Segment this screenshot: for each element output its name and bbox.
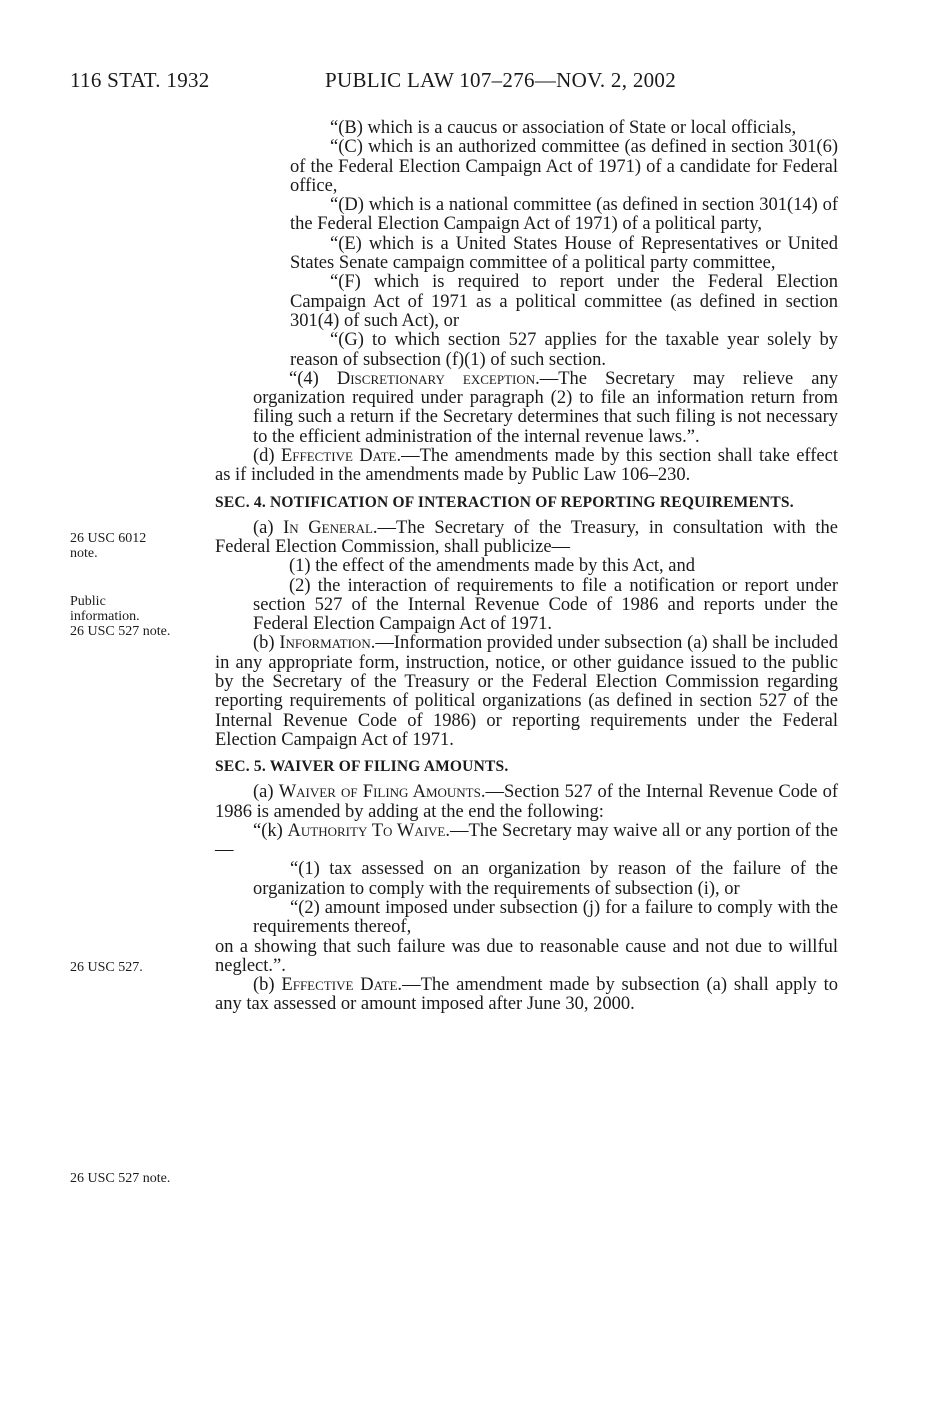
subsection-k: “(k) Authority To Waive.—The Secretary may waive all or any portion of the— (215, 820, 838, 861)
stat-page-reference: 116 STAT. 1932 (70, 68, 210, 92)
section-5-b-heading: Effective Date. (281, 975, 403, 996)
section-4-subsection-a: (a) In General.—The Secretary of the Treasury, in consultation with the Federal Election Commission, shall publicize— (215, 517, 838, 557)
subsection-d: (d) Effective Date.—The amendments made by this section shall take effect as if included in the amendments made by Public Law 106–230. (215, 446, 838, 486)
running-head: PUBLIC LAW 107–276—NOV. 2, 2002 (325, 68, 677, 92)
margin-note-6012: 26 USC 6012 note. (70, 531, 147, 561)
margin-note-527-note: 26 USC 527 note. (70, 1171, 171, 1186)
subsection-d-heading: Effective Date. (280, 446, 402, 467)
clause-c: “(C) which is an authorized committee (as defined in section 301(6) of the Federal Election Campaign Act of 1971) of a candidate for Federal office, (290, 137, 838, 196)
paragraph-4: “(4) Discretionary exception.—The Secretary may relieve any organization required under paragraph (2) to file an information return from filing such a return if the Secretary determines that such filing is not necessary to the efficient administration of the internal revenue laws.”. (253, 368, 838, 447)
section-5-subsection-a: (a) Waiver of Filing Amounts.—Section 527 of the Internal Revenue Code of 1986 is amended by adding at the end the following: (215, 782, 838, 822)
section-4-heading: SEC. 4. NOTIFICATION OF INTERACTION OF REPORTING REQUIREMENTS. (215, 493, 794, 511)
subsection-k-2: “(2) amount imposed under subsection (j) for a failure to comply with the requirements thereof, (253, 897, 838, 938)
subsection-k-closing: on a showing that such failure was due to reasonable cause and not due to willful neglect.”. (215, 936, 838, 976)
clause-g: “(G) to which section 527 applies for the taxable year solely by reason of subsection (f)(1) of such section. (290, 330, 838, 370)
section-5-a-heading: Waiver of Filing Amounts. (278, 782, 486, 803)
clause-d: “(D) which is a national committee (as defined in section 301(14) of the Federal Election Campaign Act of 1971) of a political party, (290, 195, 838, 235)
section-4-a-heading: In General. (283, 517, 378, 538)
section-5-subsection-b: (b) Effective Date.—The amendment made by subsection (a) shall apply to any tax assessed or amount imposed after June 30, 2000. (215, 975, 838, 1015)
clause-b: “(B) which is a caucus or association of State or local officials, (330, 118, 797, 138)
clause-e: “(E) which is a United States House of Representatives or United States Senate campaign committee of a political party committee, (290, 233, 838, 274)
clause-f: “(F) which is required to report under the Federal Election Campaign Act of 1971 as a political committee (as defined in section 301(4) of such Act), or (290, 272, 838, 331)
paragraph-4-heading: Discretionary exception. (336, 368, 540, 389)
section-4-b-heading: Information. (279, 633, 376, 654)
section-5-heading: SEC. 5. WAIVER OF FILING AMOUNTS. (215, 758, 509, 776)
margin-note-527: 26 USC 527. (70, 960, 143, 975)
statute-body (215, 119, 838, 1015)
subsection-k-1: “(1) tax assessed on an organization by reason of the failure of the organization to comply with the requirements of subsection (i), or (253, 859, 838, 899)
section-4-subsection-b: (b) Information.—Information provided under subsection (a) shall be included in any appropriate form, instruction, notice, or other guidance issued to the public by the Secretary of the Treasury or the Federal Election Commission regarding reporting requirements of political organizations (as defined in section 527 of the Internal Revenue Code of 1986) or reporting requirements under the Federal Election Campaign Act of 1971. (215, 633, 838, 750)
subsection-k-heading: Authority To Waive. (287, 820, 451, 841)
section-4-a-1: (1) the effect of the amendments made by this Act, and (289, 556, 696, 577)
margin-note-public-information: Public information. 26 USC 527 note. (70, 594, 171, 639)
section-4-a-2: (2) the interaction of requirements to file a notification or report under section 527 of the Internal Revenue Code of 1986 and reports under the Federal Election Campaign Act of 1971. (253, 575, 838, 635)
